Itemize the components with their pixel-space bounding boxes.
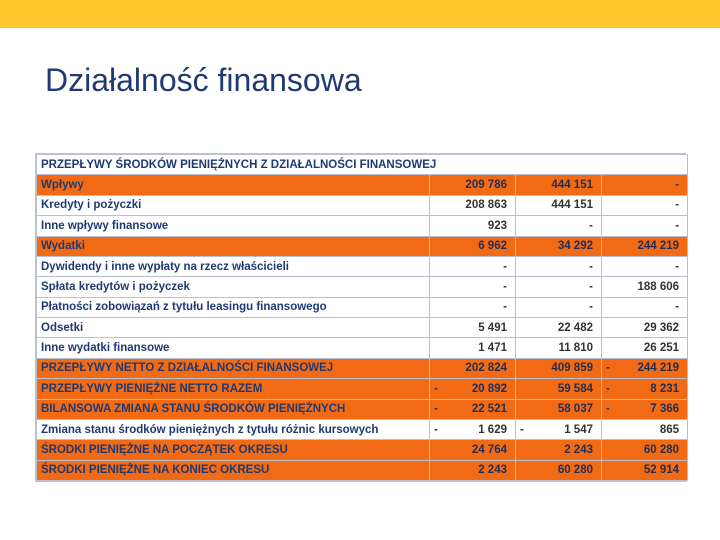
value-text: 7 366 [650, 403, 680, 416]
table-row [37, 277, 688, 297]
value-cell [516, 195, 602, 215]
row-label: Wpływy [37, 175, 430, 195]
table-row [37, 236, 688, 256]
value-cell [602, 256, 688, 276]
row-label: Kredyty i pożyczki [37, 195, 430, 215]
negative-sign: - [606, 362, 610, 375]
cash-flow-table [35, 153, 686, 482]
value-cell [516, 399, 602, 419]
value-cell [430, 236, 516, 256]
value-cell [430, 460, 516, 480]
table-header-row [37, 155, 688, 175]
value-text: 34 292 [557, 240, 593, 253]
negative-sign: - [434, 403, 438, 416]
value-cell [516, 379, 602, 399]
row-label: PRZEPŁYWY PIENIĘŻNE NETTO RAZEM [37, 379, 430, 399]
value-text: 60 280 [557, 464, 593, 477]
value-cell [602, 460, 688, 480]
value-cell [430, 195, 516, 215]
value-cell [430, 175, 516, 195]
value-text: - [589, 219, 593, 232]
value-text: - [503, 301, 507, 314]
value-text: 202 824 [465, 362, 507, 375]
value-text: - [503, 260, 507, 273]
table-row [37, 399, 688, 419]
value-cell [602, 358, 688, 378]
value-cell [516, 297, 602, 317]
row-label: Płatności zobowiązań z tytułu leasingu finansowego [37, 297, 430, 317]
row-label: Odsetki [37, 318, 430, 338]
value-cell [516, 216, 602, 236]
value-cell [430, 277, 516, 297]
negative-sign: - [606, 382, 610, 395]
value-text: 58 037 [557, 403, 593, 416]
value-cell [430, 358, 516, 378]
value-text: - [589, 260, 593, 273]
row-label: Zmiana stanu środków pieniężnych z tytułu różnic kursowych [37, 419, 430, 439]
table-row [37, 216, 688, 236]
value-text: 2 243 [478, 464, 507, 477]
value-text: 52 914 [643, 464, 680, 477]
table-row [37, 175, 688, 195]
value-cell [602, 195, 688, 215]
slide-title: Działalność finansowa [45, 62, 362, 98]
value-text: 2 243 [564, 443, 593, 456]
table-row [37, 460, 688, 480]
table-row [37, 358, 688, 378]
table-header: PRZEPŁYWY ŚRODKÓW PIENIĘŻNYCH Z DZIAŁALNOŚCI FINANSOWEJ [37, 155, 688, 175]
value-cell [430, 440, 516, 460]
value-text: 20 892 [471, 382, 507, 395]
row-label: BILANSOWA ZMIANA STANU ŚRODKÓW PIENIĘŻNYCH [37, 399, 430, 419]
value-cell [602, 297, 688, 317]
value-text: - [589, 301, 593, 314]
value-text: 244 219 [637, 240, 680, 253]
value-text: 923 [487, 219, 507, 232]
value-cell [430, 216, 516, 236]
value-text: - [675, 179, 680, 192]
value-text: 209 786 [465, 179, 507, 192]
table-row [37, 195, 688, 215]
value-text: 208 863 [465, 199, 507, 212]
value-cell [602, 175, 688, 195]
value-cell [430, 297, 516, 317]
value-text: 26 251 [643, 342, 680, 355]
value-cell [516, 358, 602, 378]
value-cell [516, 236, 602, 256]
value-text: 22 521 [471, 403, 507, 416]
value-cell [516, 318, 602, 338]
value-cell [602, 399, 688, 419]
value-cell [516, 460, 602, 480]
value-text: 444 151 [551, 179, 593, 192]
value-cell [602, 318, 688, 338]
value-text: - [675, 199, 680, 212]
table-row [37, 338, 688, 358]
value-text: - [675, 219, 680, 232]
value-cell [430, 318, 516, 338]
value-text: - [503, 280, 507, 293]
value-cell [602, 440, 688, 460]
value-text: - [589, 280, 593, 293]
row-label: Dywidendy i inne wypłaty na rzecz właścicieli [37, 256, 430, 276]
value-text: 5 491 [478, 321, 507, 334]
value-cell [430, 379, 516, 399]
value-cell [516, 419, 602, 439]
value-text: 1 629 [478, 423, 507, 436]
value-cell [430, 256, 516, 276]
value-text: 60 280 [643, 443, 680, 456]
value-cell [602, 338, 688, 358]
value-text: 29 362 [643, 321, 680, 334]
value-cell [430, 419, 516, 439]
value-text: 59 584 [557, 382, 593, 395]
value-text: 865 [659, 423, 680, 436]
value-cell [602, 379, 688, 399]
row-label: Wydatki [37, 236, 430, 256]
value-cell [430, 338, 516, 358]
value-text: 244 219 [637, 362, 680, 375]
value-cell [516, 175, 602, 195]
value-text: 444 151 [551, 199, 593, 212]
row-label: Inne wydatki finansowe [37, 338, 430, 358]
table-row [37, 318, 688, 338]
value-text: 11 810 [558, 342, 593, 355]
table-row [37, 419, 688, 439]
table-row [37, 379, 688, 399]
value-cell [602, 419, 688, 439]
value-cell [516, 256, 602, 276]
value-text: 8 231 [650, 382, 680, 395]
row-label: Inne wpływy finansowe [37, 216, 430, 236]
row-label: Spłata kredytów i pożyczek [37, 277, 430, 297]
value-text: - [675, 260, 680, 273]
negative-sign: - [606, 403, 610, 416]
table-row [37, 440, 688, 460]
value-cell [516, 277, 602, 297]
value-cell [430, 399, 516, 419]
value-cell [602, 216, 688, 236]
table-row [37, 297, 688, 317]
value-text: 24 764 [471, 443, 507, 456]
value-text: 6 962 [478, 240, 507, 253]
row-label: ŚRODKI PIENIĘŻNE NA KONIEC OKRESU [37, 460, 430, 480]
negative-sign: - [434, 382, 438, 395]
row-label: ŚRODKI PIENIĘŻNE NA POCZĄTEK OKRESU [37, 440, 430, 460]
value-text: 409 859 [551, 362, 593, 375]
value-text: - [675, 301, 680, 314]
value-cell [602, 277, 688, 297]
negative-sign: - [434, 423, 438, 436]
table-row [37, 256, 688, 276]
top-accent-bar [0, 0, 720, 28]
value-text: 1 547 [564, 423, 593, 436]
cash-flow-grid [36, 154, 688, 481]
value-text: 1 471 [478, 342, 507, 355]
negative-sign: - [520, 423, 524, 436]
value-cell [602, 236, 688, 256]
value-cell [516, 338, 602, 358]
value-text: 22 482 [557, 321, 593, 334]
value-text: 188 606 [637, 280, 680, 293]
value-cell [516, 440, 602, 460]
row-label: PRZEPŁYWY NETTO Z DZIAŁALNOŚCI FINANSOWEJ [37, 358, 430, 378]
